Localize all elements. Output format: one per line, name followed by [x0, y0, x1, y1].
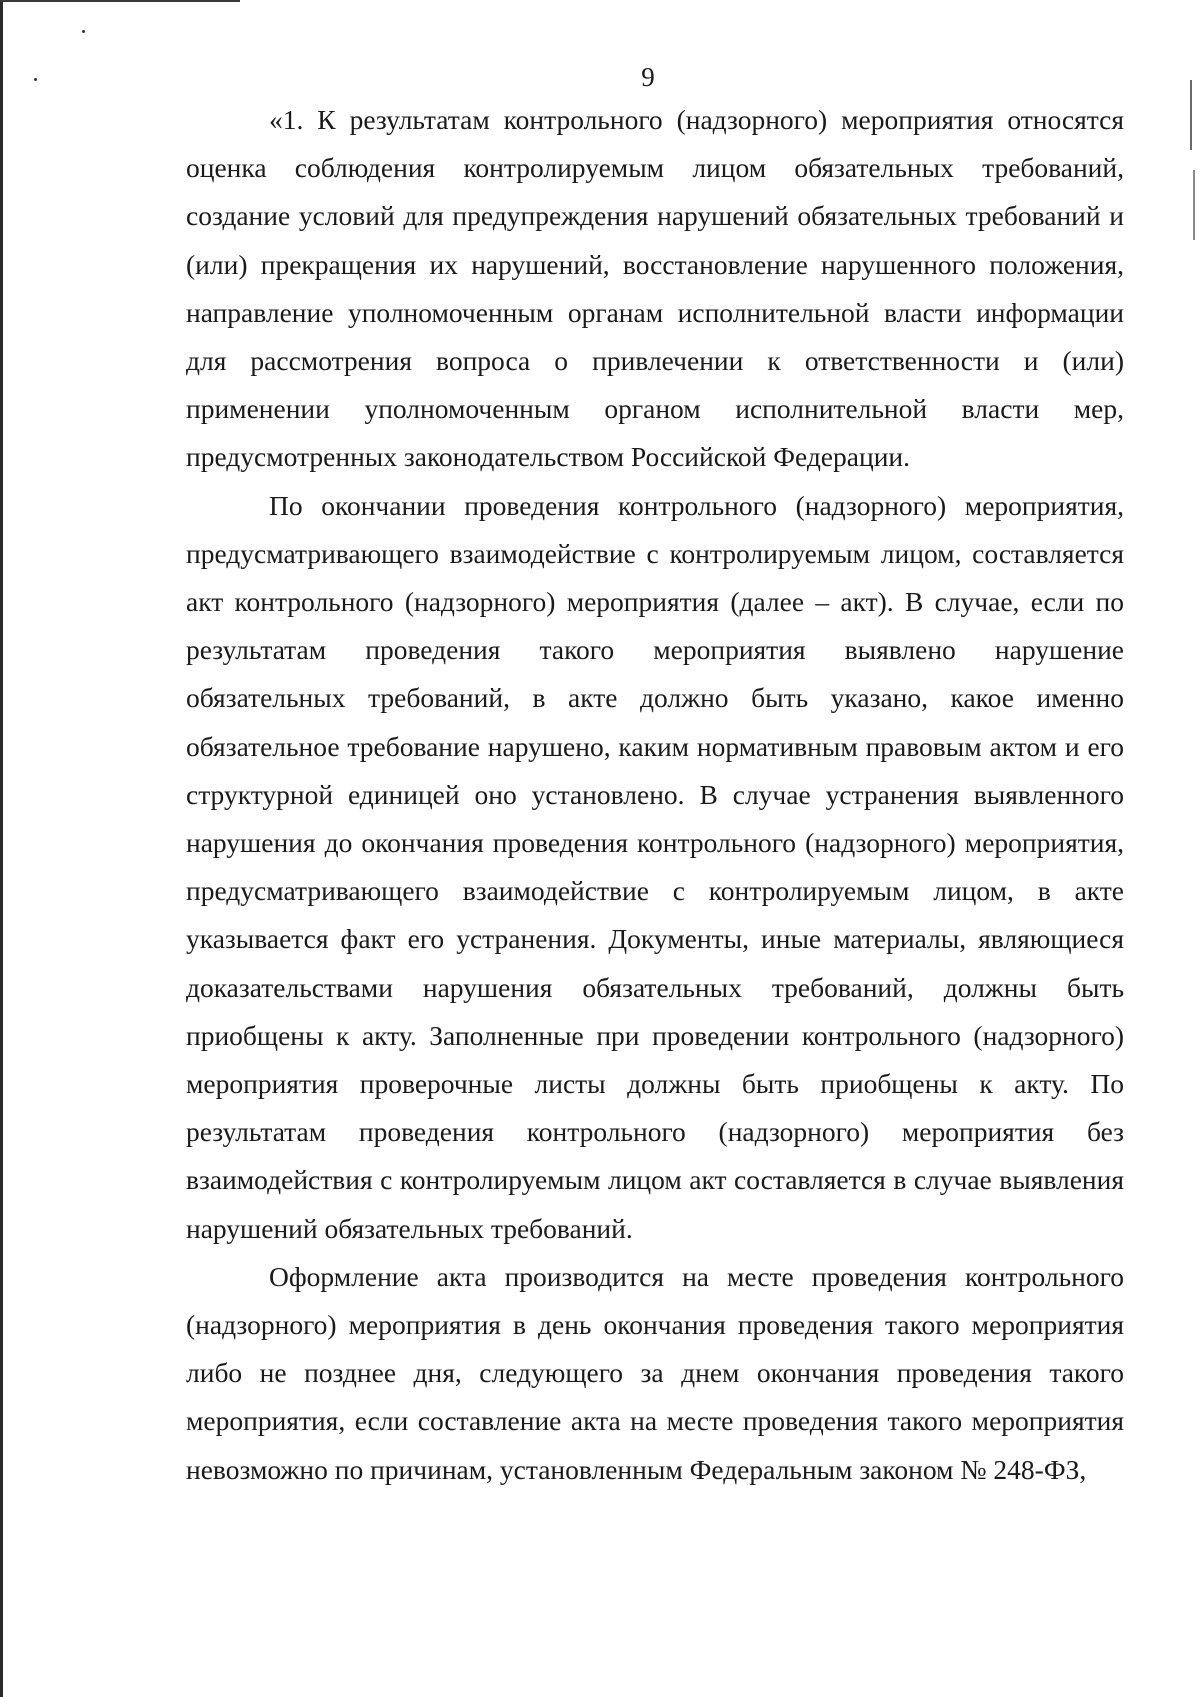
scan-edge-top — [0, 0, 240, 2]
scan-edge-left — [0, 0, 3, 1697]
paragraph: «1. К результатам контрольного (надзорного) мероприятия относятся оценка соблюдения контролируемым лицом обязательных требований, создание условий для предупреждения нарушений обязательных требований и (или) прекращения их нарушений, восстановление нарушенного положения, направление уполномоченным органам исполнительной власти информации для рассмотрения вопроса о привлечении к ответственности и (или) применении уполномоченным органом исполнительной власти мер, предусмотренных законодательством Российской Федерации. — [186, 104, 1124, 473]
scan-edge-right — [1193, 170, 1195, 240]
document-body — [186, 96, 1124, 1494]
page-number: 9 — [641, 62, 655, 92]
scan-speck — [82, 30, 85, 33]
paragraph: По окончании проведения контрольного (надзорного) мероприятия, предусматривающего взаимодействие с контролируемым лицом, составляется акт контрольного (надзорного) мероприятия (далее – акт). В случае, если по результатам проведения такого мероприятия выявлено нарушение обязательных требований, в акте должно быть указано, какое именно обязательное требование нарушено, каким нормативным правовым актом и его структурной единицей оно установлено. В случае устранения выявленного нарушения до окончания проведения контрольного (надзорного) мероприятия, предусматривающего взаимодействие с контролируемым лицом, в акте указывается факт его устранения. Документы, иные материалы, являющиеся доказательствами нарушения обязательных требований, должны быть приобщены к акту. Заполненные при проведении контрольного (надзорного) мероприятия проверочные листы должны быть приобщены к акту. По результатам проведения контрольного (надзорного) мероприятия без взаимодействия с контролируемым лицом акт составляется в случае выявления нарушений обязательных требований. — [186, 489, 1124, 1244]
paragraph: Оформление акта производится на месте проведения контрольного (надзорного) мероприятия в день окончания проведения такого мероприятия либо не позднее дня, следующего за днем окончания проведения такого мероприятия, если составление акта на месте проведения такого мероприятия невозможно по причинам, установленным Федеральным законом № 248-ФЗ, — [186, 1260, 1124, 1485]
